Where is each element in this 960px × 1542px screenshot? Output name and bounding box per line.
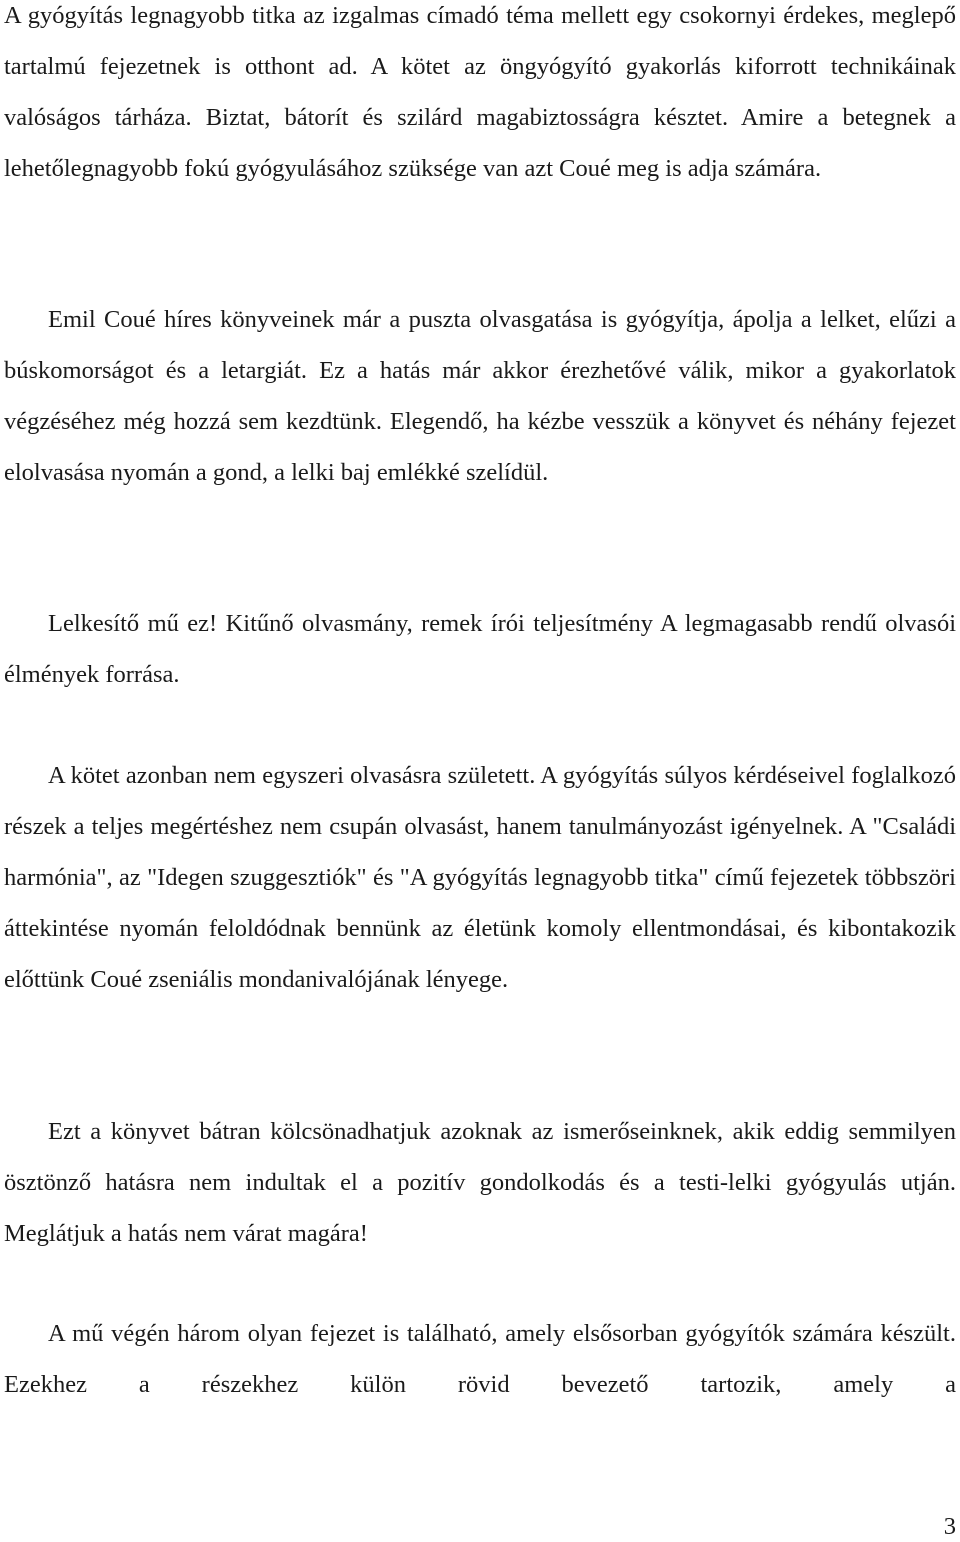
paragraph-3: Lelkesítő mű ez! Kitűnő olvasmány, remek írói teljesítmény A legmagasabb rendű olvasói élmények forrása.	[4, 610, 956, 688]
paragraph-1: A gyógyítás legnagyobb titka az izgalmas címadó téma mellett egy csokornyi érdekes, meglepő tartalmú fejezetnek is otthont ad. A kötet az öngyógyító gyakorlás kiforrott technikáinak valóságos tárháza. Biztat, bátorít és szilárd magabiztosságra késztet. Amire a betegnek a lehetőlegnagyobb fokú gyógyulásához szüksége van azt Coué meg is adja számára.	[4, 2, 956, 182]
paragraph-4: A kötet azonban nem egyszeri olvasásra született. A gyógyítás súlyos kérdéseivel foglalkozó részek a teljes megértéshez nem csupán olvasást, hanem tanulmányozást igényelnek. A "Családi harmónia", az "Idegen szuggesztiók" és "A gyógyítás legnagyobb titka" című fejezetek többszöri áttekintése nyomán feloldódnak bennünk az életünk komoly ellentmondásai, és kibontakozik előttünk Coué zseniális mondanivalójának lényege.	[4, 762, 956, 993]
paragraph-5: Ezt a könyvet bátran kölcsönadhatjuk azoknak az ismerőseinknek, akik eddig semmilyen ösztönző hatásra nem indultak el a pozitív gondolkodás és a testi-lelki gyógyulás utján. Meglátjuk a hatás nem várat magára!	[4, 1118, 956, 1247]
page-number: 3	[943, 1513, 956, 1540]
paragraph-2: Emil Coué híres könyveinek már a puszta olvasgatása is gyógyítja, ápolja a lelket, elűzi a búskomorságot és a letargiát. Ez a hatás már akkor érezhetővé válik, mikor a gyakorlatok végzéséhez még hozzá sem kezdtünk. Elegendő, ha kézbe vesszük a könyvet és néhány fejezet elolvasása nyomán a gond, a lelki baj emlékké szelídül.	[4, 306, 956, 486]
paragraph-6: A mű végén három olyan fejezet is található, amely elsősorban gyógyítók számára készült. Ezekhez a részekhez külön rövid bevezető tartozik, amely a	[4, 1320, 956, 1398]
